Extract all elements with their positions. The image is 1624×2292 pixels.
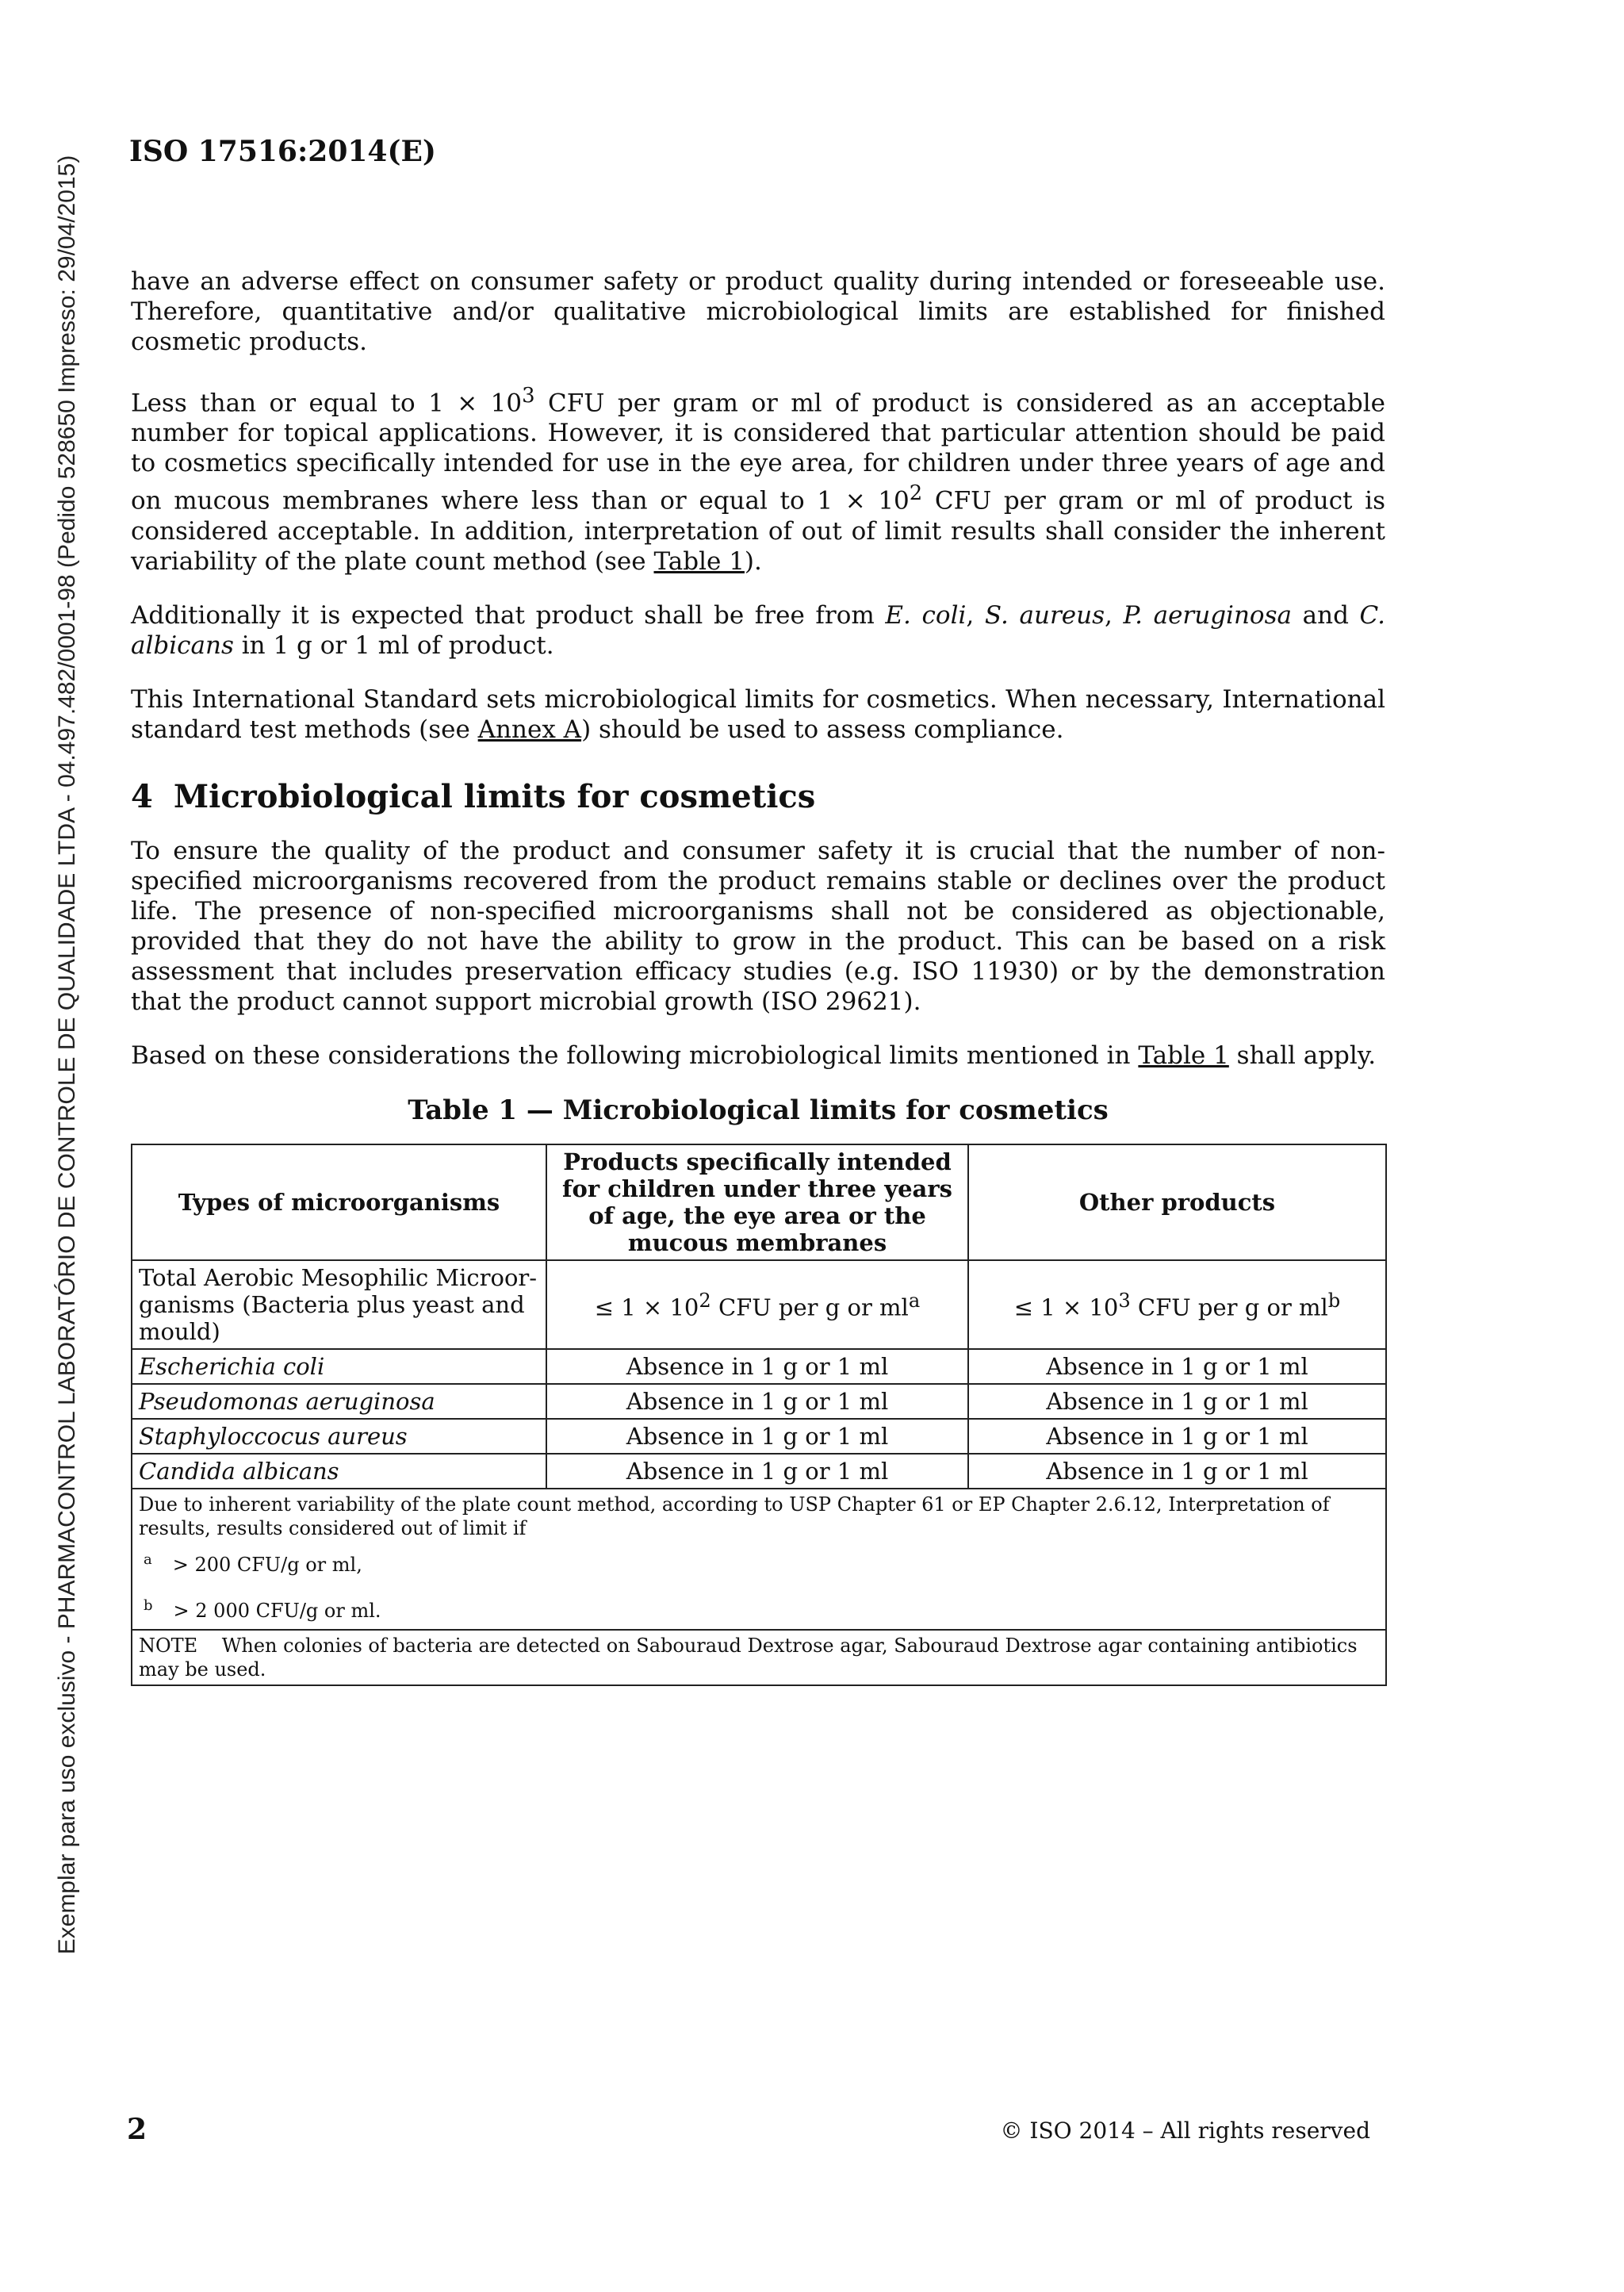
limit-cell: Absence in 1 g or 1 ml <box>968 1349 1386 1384</box>
table-row <box>132 1419 1386 1454</box>
footnote-row <box>132 1489 1386 1630</box>
section-number: 4 <box>131 777 153 815</box>
footnote-b: $^b$ > 2 000 CFU/g or ml. <box>144 1596 381 1622</box>
header-children: Products specifically intended for children under three years of age, the eye area or the mucous membranes <box>546 1144 968 1260</box>
limit-cell: Absence in 1 g or 1 ml <box>968 1454 1386 1489</box>
copyright: © ISO 2014 – All rights reserved <box>1000 2118 1370 2144</box>
limit-cell: ≤ $1 \times 10^3$ CFU per g or $ml^b$ <box>968 1260 1386 1349</box>
table-1-link[interactable]: Table 1 <box>653 546 745 576</box>
table-row <box>132 1384 1386 1419</box>
table-header-row <box>132 1144 1386 1260</box>
page-content <box>131 266 1385 1686</box>
limit-cell: Absence in 1 g or 1 ml <box>968 1384 1386 1419</box>
header-types: Types of microorganisms <box>132 1144 546 1260</box>
organism-cell: Total Aerobic Mesophilic Microor-ganisms (Bacteria plus yeast and mould) <box>132 1260 546 1349</box>
limit-cell: Absence in 1 g or 1 ml <box>968 1419 1386 1454</box>
organism-cell: Pseudomonas aeruginosa <box>132 1384 546 1419</box>
limits-table <box>131 1144 1387 1686</box>
organism-cell: Candida albicans <box>132 1454 546 1489</box>
paragraph-1: have an adverse effect on consumer safety or product quality during intended or foreseeable use. Therefore, quantitative and/or qualitative microbiological limits are established for finished cosmetic products. <box>131 267 1385 356</box>
paragraph-5: To ensure the quality of the product and consumer safety it is crucial that the number of non-specified microorganisms recovered from the product remains stable or declines over the product life. The presence of non-specified microorganisms shall not be considered as objectionable, provided that they do not have the ability to grow in the product. This can be based on a risk assessment that includes preservation efficacy studies (e.g. ISO 11930) or by the demonstration that the product cannot support microbial growth (ISO 29621). <box>131 836 1385 1016</box>
limit-cell: Absence in 1 g or 1 ml <box>546 1454 968 1489</box>
annex-a-link[interactable]: Annex A <box>477 715 582 744</box>
paragraph-6: Based on these considerations the following microbiological limits mentioned in Table 1 shall apply. <box>131 1041 1377 1070</box>
limit-cell: Absence in 1 g or 1 ml <box>546 1384 968 1419</box>
organism-cell: Staphyloccocus aureus <box>132 1419 546 1454</box>
side-watermark: Exemplar para uso exclusivo - PHARMACONTROL LABORATÓRIO DE CONTROLE DE QUALIDADE LTDA - 04.497.482/0001-98 (Pedido 528650 Impresso: 29/04/2015) <box>54 155 80 1955</box>
paragraph-2: Less than or equal to $1 \times 10^3$ CFU per gram or ml of product is considered as an acceptable number for topical applications. However, it is considered that particular attention should be paid to cosmetics specifically intended for use in the eye area, for children under three years of age and on mucous membranes where less than or equal to $1 \times 10^2$ CFU per gram or ml of product is considered acceptable. In addition, interpretation of out of limit results shall consider the inherent variability of the plate count method (see Table 1). <box>131 384 1385 576</box>
footnote-intro: Due to inherent variability of the plate count method, according to USP Chapter 61 or EP Chapter 2.6.12, Interpretation of results, results considered out of limit if <box>139 1493 1330 1539</box>
limit-cell: ≤ $1 \times 10^2$ CFU per g or $ml^a$ <box>546 1260 968 1349</box>
limit-cell: Absence in 1 g or 1 ml <box>546 1349 968 1384</box>
section-title: Microbiological limits for cosmetics <box>173 777 816 815</box>
table-row <box>132 1454 1386 1489</box>
document-id: ISO 17516:2014(E) <box>129 135 436 168</box>
section-heading <box>131 778 1385 815</box>
table-1-link-2[interactable]: Table 1 <box>1138 1041 1229 1070</box>
limit-cell: Absence in 1 g or 1 ml <box>546 1419 968 1454</box>
paragraph-3: Additionally it is expected that product shall be free from E. coli, S. aureus, P. aeruginosa and C. albicans in 1 g or 1 ml of product. <box>131 600 1386 660</box>
table-row <box>132 1349 1386 1384</box>
table-row <box>132 1260 1386 1349</box>
organism-cell: Escherichia coli <box>132 1349 546 1384</box>
note-row <box>132 1630 1386 1685</box>
table-title: Table 1 — Microbiological limits for cosmetics <box>408 1094 1109 1126</box>
page-number: 2 <box>127 2113 147 2146</box>
note-cell: NOTE When colonies of bacteria are detected on Sabouraud Dextrose agar, Sabouraud Dextrose agar containing antibiotics may be used. <box>132 1630 1386 1685</box>
paragraph-4: This International Standard sets microbiological limits for cosmetics. When necessary, International standard test methods (see Annex A) should be used to assess compliance. <box>131 684 1385 744</box>
footnote-cell <box>132 1489 1386 1630</box>
header-other: Other products <box>968 1144 1386 1260</box>
footnote-a: $^a$ > 200 CFU/g or ml, <box>144 1550 362 1576</box>
